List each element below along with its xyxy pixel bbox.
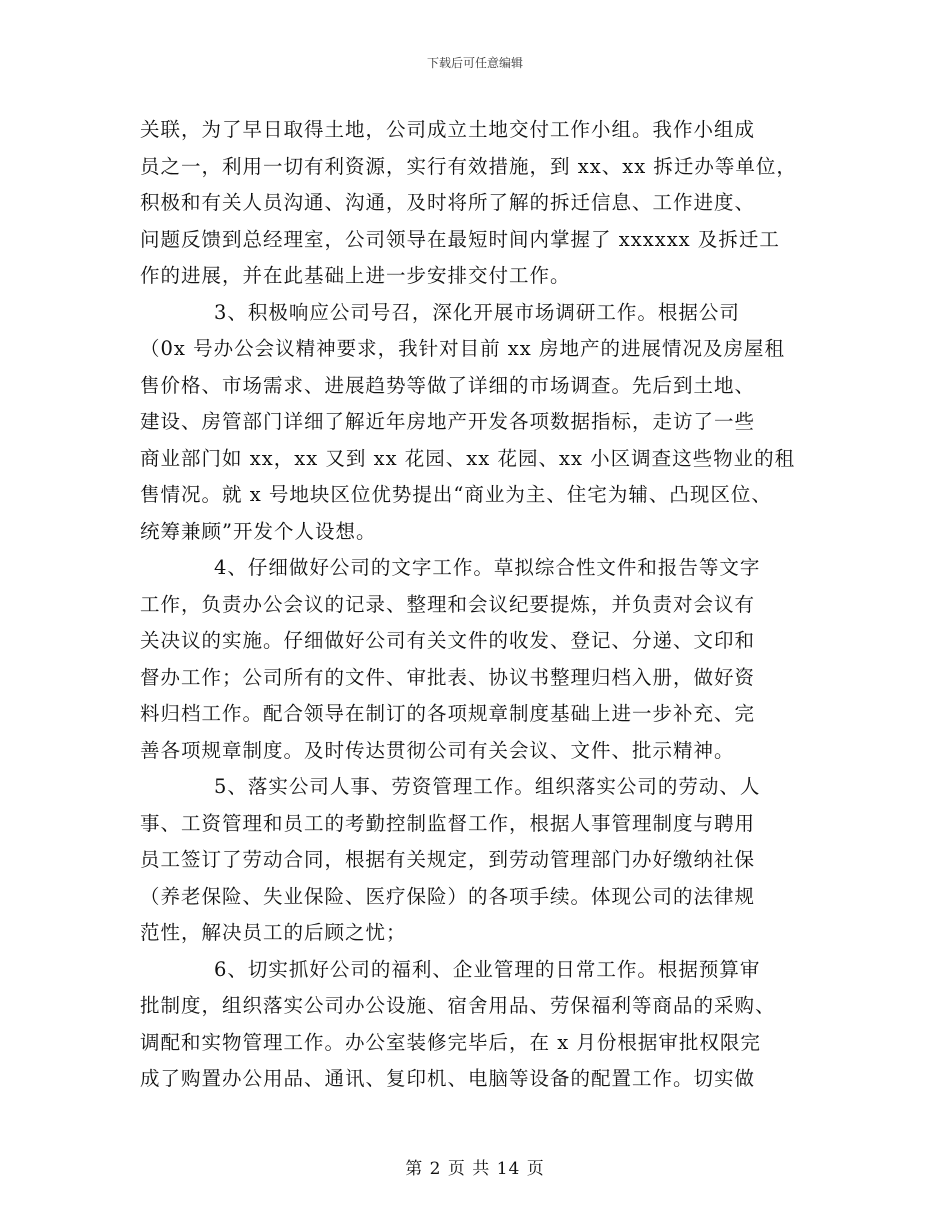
body-line: 关决议的实施。仔细做好公司有关文件的收发、登记、分递、文印和: [140, 629, 756, 652]
body-line: 员工签订了劳动合同，根据有关规定，到劳动管理部门办好缴纳社保: [140, 848, 756, 871]
body-line: 统筹兼顾”开发个人设想。: [140, 519, 377, 543]
body-line: 善各项规章制度。及时传达贯彻公司有关会议、文件、批示精神。: [140, 738, 735, 762]
body-line: 售情况。就 x 号地块区位优势提出“商业为主、住宅为辅、凸现区位、: [140, 483, 772, 506]
body-line: 员之一，利用一切有利资源，实行有效措施，到 xx、xx 拆迁办等单位，: [140, 154, 797, 178]
body-line: （0x 号办公会议精神要求，我针对目前 xx 房地产的进展情况及房屋租: [140, 337, 785, 360]
body-line: 料归档工作。配合领导在制订的各项规章制度基础上进一步补充、完: [140, 702, 756, 725]
paragraph-start-line: 3、积极响应公司号召，深化开展市场调研工作。根据公司: [214, 300, 740, 324]
body-line: 批制度，组织落实公司办公设施、宿舍用品、劳保福利等商品的采购、: [140, 994, 776, 1017]
paragraph-start-line: 6、切实抓好公司的福利、企业管理的日常工作。根据预算审: [214, 957, 761, 981]
paragraph-start-line: 5、落实公司人事、劳资管理工作。组织落实公司的劳动、人: [214, 775, 761, 798]
body-line: 调配和实物管理工作。办公室装修完毕后，在 x 月份根据审批权限完: [140, 1030, 761, 1054]
body-line: 成了购置办公用品、通讯、复印机、电脑等设备的配置工作。切实做: [140, 1067, 756, 1090]
body-line: 范性，解决员工的后顾之忧；: [140, 921, 407, 944]
body-line: 事、工资管理和员工的考勤控制监督工作，根据人事管理制度与聘用: [140, 811, 756, 835]
body-line: 售价格、市场需求、进展趋势等做了详细的市场调查。先后到土地、: [140, 373, 756, 397]
body-line: （养老保险、失业保险、医疗保险）的各项手续。体现公司的法律规: [140, 884, 756, 908]
body-line: 商业部门如 xx，xx 又到 xx 花园、xx 花园、xx 小区调查这些物业的租: [140, 446, 796, 470]
body-line: 关联，为了早日取得土地，公司成立土地交付工作小组。我作小组成: [140, 118, 756, 141]
body-line: 积极和有关人员沟通、沟通，及时将所了解的拆迁信息、工作进度、: [140, 191, 756, 214]
body-line: 建设、房管部门详细了解近年房地产开发各项数据指标，走访了一些: [140, 410, 756, 433]
document-body: [140, 112, 810, 1098]
body-line: 作的进展，并在此基础上进一步安排交付工作。: [140, 264, 571, 287]
page-footer: 第 2 页 共 14 页: [405, 1159, 545, 1179]
body-line: 工作，负责办公会议的记录、整理和会议纪要提炼，并负责对会议有: [140, 592, 756, 616]
page-header: 下载后可任意编辑: [426, 56, 523, 70]
body-line: 督办工作；公司所有的文件、审批表、协议书整理归档入册，做好资: [140, 665, 756, 689]
paragraph-start-line: 4、仔细做好公司的文字工作。草拟综合性文件和报告等文字: [214, 556, 761, 579]
body-line: 问题反馈到总经理室，公司领导在最短时间内掌握了 xxxxxx 及拆迁工: [140, 227, 780, 251]
